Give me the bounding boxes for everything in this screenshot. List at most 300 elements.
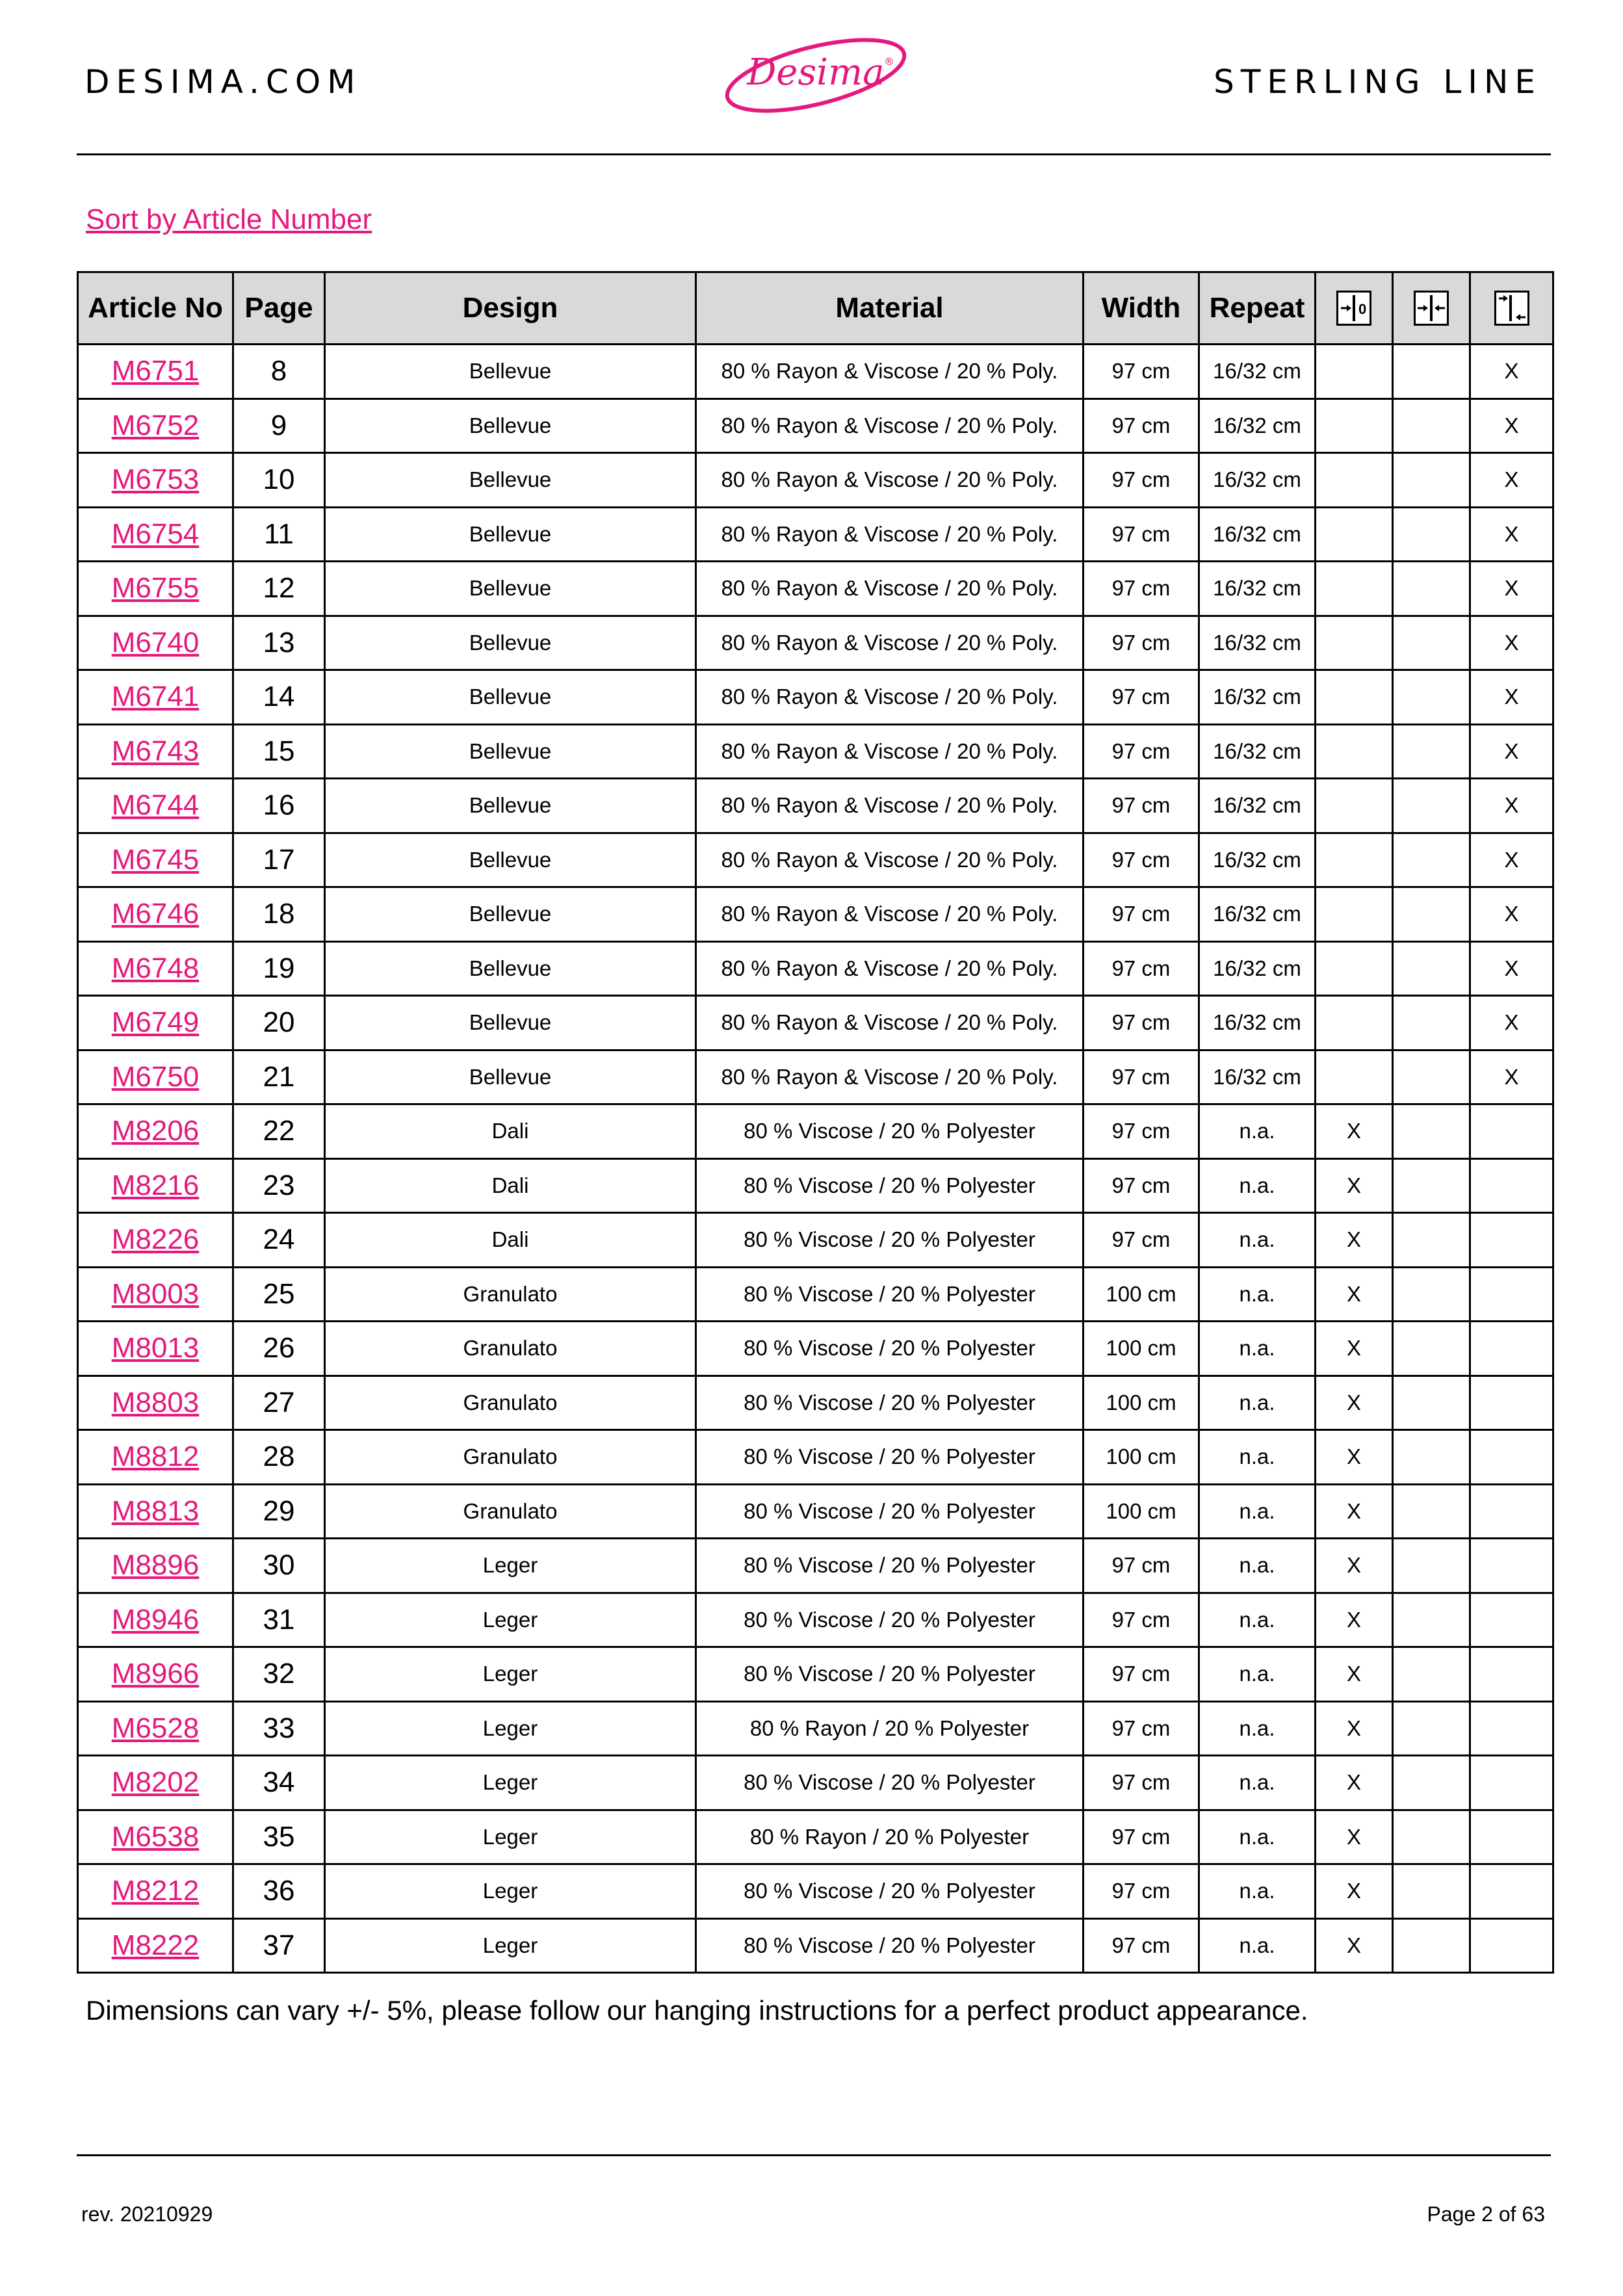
page-cell: 23 — [233, 1158, 325, 1213]
repeat-cell: 16/32 cm — [1199, 507, 1316, 562]
width-cell: 97 cm — [1084, 724, 1199, 779]
hanging-offset-drop-cell — [1470, 1104, 1553, 1159]
article-link[interactable]: M6741 — [111, 681, 200, 713]
hanging-offset-zero-cell: X — [1316, 1810, 1393, 1864]
article-number-cell — [78, 887, 233, 942]
table-row — [78, 779, 1553, 833]
repeat-cell: n.a. — [1199, 1593, 1316, 1647]
page-cell: 25 — [233, 1267, 325, 1322]
hanging-offset-zero-cell: X — [1316, 1376, 1393, 1430]
hanging-offset-zero-cell: X — [1316, 1104, 1393, 1159]
material-cell: 80 % Rayon & Viscose / 20 % Poly. — [696, 670, 1084, 725]
width-cell: 100 cm — [1084, 1322, 1199, 1376]
material-cell: 80 % Rayon & Viscose / 20 % Poly. — [696, 887, 1084, 942]
hanging-offset-zero-cell — [1316, 996, 1393, 1050]
design-cell: Bellevue — [325, 887, 696, 942]
hanging-center-cell — [1393, 1104, 1470, 1159]
repeat-cell: 16/32 cm — [1199, 887, 1316, 942]
material-cell: 80 % Rayon & Viscose / 20 % Poly. — [696, 724, 1084, 779]
material-cell: 80 % Rayon & Viscose / 20 % Poly. — [696, 562, 1084, 616]
hanging-center-cell — [1393, 616, 1470, 670]
design-cell: Bellevue — [325, 398, 696, 453]
hanging-offset-zero-cell — [1316, 833, 1393, 887]
material-cell: 80 % Rayon & Viscose / 20 % Poly. — [696, 996, 1084, 1050]
hanging-offset-drop-cell: X — [1470, 833, 1553, 887]
article-number-cell — [78, 1104, 233, 1159]
article-link[interactable]: M8222 — [111, 1929, 200, 1961]
hanging-offset-zero-cell — [1316, 724, 1393, 779]
page-cell: 37 — [233, 1918, 325, 1973]
logo-registered-mark: ® — [884, 55, 894, 68]
design-cell: Bellevue — [325, 616, 696, 670]
width-cell: 97 cm — [1084, 398, 1199, 453]
repeat-cell: 16/32 cm — [1199, 562, 1316, 616]
repeat-cell: n.a. — [1199, 1810, 1316, 1864]
hanging-offset-zero-cell — [1316, 887, 1393, 942]
width-cell: 97 cm — [1084, 1104, 1199, 1159]
hanging-offset-zero-cell — [1316, 1050, 1393, 1104]
hanging-offset-drop-cell — [1470, 1647, 1553, 1702]
design-cell: Granulato — [325, 1484, 696, 1539]
hanging-center-cell — [1393, 1647, 1470, 1702]
repeat-cell: n.a. — [1199, 1322, 1316, 1376]
design-cell: Leger — [325, 1647, 696, 1702]
repeat-cell: n.a. — [1199, 1267, 1316, 1322]
page-cell: 13 — [233, 616, 325, 670]
hanging-offset-drop-cell: X — [1470, 616, 1553, 670]
page-cell: 14 — [233, 670, 325, 725]
hanging-offset-drop-cell — [1470, 1701, 1553, 1756]
hanging-offset-drop-cell: X — [1470, 1050, 1553, 1104]
article-number-cell — [78, 562, 233, 616]
page-cell: 11 — [233, 507, 325, 562]
article-number-cell — [78, 1701, 233, 1756]
design-cell: Leger — [325, 1918, 696, 1973]
table-row — [78, 507, 1553, 562]
hanging-center-cell — [1393, 1864, 1470, 1919]
article-table — [77, 271, 1554, 1974]
article-link[interactable]: M6740 — [111, 626, 200, 659]
page-cell: 8 — [233, 345, 325, 399]
page-cell: 19 — [233, 941, 325, 996]
hanging-offset-drop-cell: X — [1470, 724, 1553, 779]
material-cell: 80 % Rayon / 20 % Polyester — [696, 1810, 1084, 1864]
table-row — [78, 1430, 1553, 1485]
article-link[interactable]: M6754 — [111, 517, 200, 550]
hanging-center-cell — [1393, 1158, 1470, 1213]
table-header-row — [78, 272, 1553, 345]
repeat-cell: 16/32 cm — [1199, 670, 1316, 725]
hanging-offset-zero-cell: X — [1316, 1593, 1393, 1647]
page-cell: 33 — [233, 1701, 325, 1756]
page-cell: 21 — [233, 1050, 325, 1104]
table-row — [78, 1322, 1553, 1376]
hanging-offset-zero-cell — [1316, 670, 1393, 725]
hanging-offset-drop-cell: X — [1470, 670, 1553, 725]
hanging-center-cell — [1393, 1918, 1470, 1973]
hanging-offset-zero-cell — [1316, 345, 1393, 399]
design-cell: Bellevue — [325, 453, 696, 508]
article-number-cell — [78, 1213, 233, 1268]
article-link[interactable]: M8966 — [111, 1658, 200, 1690]
article-link[interactable]: M8202 — [111, 1766, 200, 1799]
hanging-offset-drop-cell: X — [1470, 345, 1553, 399]
table-row — [78, 1050, 1553, 1104]
width-cell: 97 cm — [1084, 1158, 1199, 1213]
article-link[interactable]: M6743 — [111, 735, 200, 767]
page-cell: 29 — [233, 1484, 325, 1539]
width-cell: 97 cm — [1084, 453, 1199, 508]
hanging-offset-drop-cell — [1470, 1864, 1553, 1919]
table-row — [78, 941, 1553, 996]
page-cell: 22 — [233, 1104, 325, 1159]
article-link[interactable]: M8812 — [111, 1441, 200, 1473]
article-number-cell — [78, 345, 233, 399]
material-cell: 80 % Rayon & Viscose / 20 % Poly. — [696, 779, 1084, 833]
hanging-center-cell — [1393, 1701, 1470, 1756]
hanging-center-cell — [1393, 453, 1470, 508]
hanging-offset-zero-icon — [1336, 291, 1371, 326]
width-cell: 97 cm — [1084, 887, 1199, 942]
hanging-center-cell — [1393, 507, 1470, 562]
article-number-cell — [78, 1647, 233, 1702]
article-number-cell — [78, 670, 233, 725]
width-cell: 97 cm — [1084, 616, 1199, 670]
article-number-cell — [78, 1918, 233, 1973]
page-cell: 10 — [233, 453, 325, 508]
design-cell: Bellevue — [325, 345, 696, 399]
article-link[interactable]: M6528 — [111, 1712, 200, 1744]
width-cell: 97 cm — [1084, 1593, 1199, 1647]
article-number-cell — [78, 833, 233, 887]
article-number-cell — [78, 1810, 233, 1864]
column-header-page: Page — [233, 272, 325, 345]
width-cell: 97 cm — [1084, 1864, 1199, 1919]
hanging-offset-drop-cell: X — [1470, 453, 1553, 508]
article-link[interactable]: M8803 — [111, 1386, 200, 1418]
design-cell: Granulato — [325, 1322, 696, 1376]
site-name: DESIMA.COM — [84, 63, 362, 101]
width-cell: 100 cm — [1084, 1376, 1199, 1430]
material-cell: 80 % Viscose / 20 % Polyester — [696, 1158, 1084, 1213]
width-cell: 97 cm — [1084, 562, 1199, 616]
material-cell: 80 % Rayon & Viscose / 20 % Poly. — [696, 1050, 1084, 1104]
width-cell: 97 cm — [1084, 1756, 1199, 1810]
page-cell: 32 — [233, 1647, 325, 1702]
design-cell: Leger — [325, 1810, 696, 1864]
article-link[interactable]: M6752 — [111, 409, 200, 441]
hanging-offset-zero-cell: X — [1316, 1267, 1393, 1322]
hanging-offset-zero-cell: X — [1316, 1213, 1393, 1268]
article-link[interactable]: M6751 — [111, 355, 200, 387]
design-cell: Dali — [325, 1158, 696, 1213]
width-cell: 97 cm — [1084, 779, 1199, 833]
material-cell: 80 % Rayon & Viscose / 20 % Poly. — [696, 616, 1084, 670]
page-cell: 15 — [233, 724, 325, 779]
article-link[interactable]: M6745 — [111, 843, 200, 876]
width-cell: 97 cm — [1084, 507, 1199, 562]
design-cell: Bellevue — [325, 507, 696, 562]
hanging-center-cell — [1393, 1756, 1470, 1810]
material-cell: 80 % Viscose / 20 % Polyester — [696, 1213, 1084, 1268]
column-header-article-no: Article No — [78, 272, 233, 345]
article-link[interactable]: M6749 — [111, 1006, 200, 1039]
table-row — [78, 1701, 1553, 1756]
repeat-cell: 16/32 cm — [1199, 833, 1316, 887]
hanging-center-cell — [1393, 941, 1470, 996]
footer-divider — [77, 2154, 1551, 2156]
hanging-center-cell — [1393, 398, 1470, 453]
article-link[interactable]: M8896 — [111, 1549, 200, 1582]
article-link[interactable]: M6744 — [111, 789, 200, 822]
column-header-design: Design — [325, 272, 696, 345]
repeat-cell: n.a. — [1199, 1756, 1316, 1810]
hanging-offset-drop-cell: X — [1470, 507, 1553, 562]
table-row — [78, 1158, 1553, 1213]
hanging-offset-zero-cell — [1316, 616, 1393, 670]
page-cell: 17 — [233, 833, 325, 887]
hanging-offset-drop-cell — [1470, 1484, 1553, 1539]
table-row — [78, 616, 1553, 670]
column-header-hanging-offset-zero — [1316, 272, 1393, 345]
article-number-cell — [78, 996, 233, 1050]
article-link[interactable]: M6748 — [111, 952, 200, 984]
sort-by-article-link[interactable]: Sort by Article Number — [86, 203, 372, 235]
table-row — [78, 670, 1553, 725]
hanging-center-cell — [1393, 887, 1470, 942]
article-link[interactable]: M6755 — [111, 572, 200, 605]
article-link[interactable]: M8216 — [111, 1169, 200, 1201]
table-row — [78, 1104, 1553, 1159]
design-cell: Granulato — [325, 1376, 696, 1430]
hanging-offset-zero-cell: X — [1316, 1756, 1393, 1810]
repeat-cell: n.a. — [1199, 1213, 1316, 1268]
article-link[interactable]: M8813 — [111, 1494, 200, 1527]
article-number-cell — [78, 398, 233, 453]
table-row — [78, 1539, 1553, 1593]
hanging-offset-zero-cell: X — [1316, 1539, 1393, 1593]
article-number-cell — [78, 1158, 233, 1213]
repeat-cell: n.a. — [1199, 1376, 1316, 1430]
article-number-cell — [78, 1376, 233, 1430]
article-number-cell — [78, 779, 233, 833]
repeat-cell: n.a. — [1199, 1864, 1316, 1919]
page-cell: 20 — [233, 996, 325, 1050]
design-cell: Bellevue — [325, 1050, 696, 1104]
material-cell: 80 % Rayon & Viscose / 20 % Poly. — [696, 507, 1084, 562]
repeat-cell: 16/32 cm — [1199, 941, 1316, 996]
article-link[interactable]: M8212 — [111, 1875, 200, 1907]
page-cell: 34 — [233, 1756, 325, 1810]
page-cell: 9 — [233, 398, 325, 453]
hanging-offset-drop-cell: X — [1470, 779, 1553, 833]
hanging-offset-zero-cell: X — [1316, 1647, 1393, 1702]
material-cell: 80 % Viscose / 20 % Polyester — [696, 1918, 1084, 1973]
hanging-offset-drop-cell — [1470, 1213, 1553, 1268]
hanging-offset-drop-cell — [1470, 1430, 1553, 1485]
article-link[interactable]: M6750 — [111, 1060, 200, 1093]
material-cell: 80 % Rayon & Viscose / 20 % Poly. — [696, 345, 1084, 399]
hanging-offset-zero-cell: X — [1316, 1701, 1393, 1756]
hanging-center-cell — [1393, 1376, 1470, 1430]
hanging-offset-drop-cell: X — [1470, 941, 1553, 996]
hanging-offset-drop-cell — [1470, 1376, 1553, 1430]
repeat-cell: 16/32 cm — [1199, 779, 1316, 833]
page-cell: 16 — [233, 779, 325, 833]
hanging-center-cell — [1393, 1484, 1470, 1539]
material-cell: 80 % Rayon & Viscose / 20 % Poly. — [696, 941, 1084, 996]
hanging-center-cell — [1393, 996, 1470, 1050]
article-link[interactable]: M8226 — [111, 1223, 200, 1256]
table-row — [78, 1864, 1553, 1919]
logo-text: Desima — [747, 51, 885, 94]
hanging-center-cell — [1393, 724, 1470, 779]
material-cell: 80 % Viscose / 20 % Polyester — [696, 1593, 1084, 1647]
page-cell: 18 — [233, 887, 325, 942]
table-row — [78, 724, 1553, 779]
repeat-cell: n.a. — [1199, 1430, 1316, 1485]
repeat-cell: n.a. — [1199, 1104, 1316, 1159]
column-header-repeat: Repeat — [1199, 272, 1316, 345]
article-number-cell — [78, 507, 233, 562]
hanging-center-cell — [1393, 345, 1470, 399]
hanging-offset-drop-cell — [1470, 1756, 1553, 1810]
table-row — [78, 1213, 1553, 1268]
hanging-offset-drop-cell — [1470, 1810, 1553, 1864]
design-cell: Bellevue — [325, 562, 696, 616]
table-row — [78, 1810, 1553, 1864]
design-cell: Granulato — [325, 1267, 696, 1322]
article-number-cell — [78, 941, 233, 996]
table-row — [78, 1267, 1553, 1322]
table-row — [78, 1647, 1553, 1702]
width-cell: 97 cm — [1084, 1050, 1199, 1104]
table-row — [78, 1756, 1553, 1810]
width-cell: 97 cm — [1084, 1647, 1199, 1702]
material-cell: 80 % Viscose / 20 % Polyester — [696, 1864, 1084, 1919]
repeat-cell: 16/32 cm — [1199, 398, 1316, 453]
repeat-cell: 16/32 cm — [1199, 1050, 1316, 1104]
hanging-center-cell — [1393, 1430, 1470, 1485]
material-cell: 80 % Viscose / 20 % Polyester — [696, 1430, 1084, 1485]
hanging-offset-drop-cell — [1470, 1158, 1553, 1213]
article-link[interactable]: M6746 — [111, 898, 200, 930]
design-cell: Granulato — [325, 1430, 696, 1485]
design-cell: Bellevue — [325, 724, 696, 779]
article-link[interactable]: M8206 — [111, 1115, 200, 1147]
hanging-center-cell — [1393, 1810, 1470, 1864]
hanging-center-cell — [1393, 779, 1470, 833]
article-number-cell — [78, 1050, 233, 1104]
material-cell: 80 % Rayon / 20 % Polyester — [696, 1701, 1084, 1756]
hanging-offset-zero-cell: X — [1316, 1158, 1393, 1213]
material-cell: 80 % Rayon & Viscose / 20 % Poly. — [696, 453, 1084, 508]
design-cell: Bellevue — [325, 833, 696, 887]
article-link[interactable]: M6753 — [111, 463, 200, 496]
article-number-cell — [78, 1593, 233, 1647]
width-cell: 97 cm — [1084, 1539, 1199, 1593]
width-cell: 97 cm — [1084, 345, 1199, 399]
material-cell: 80 % Viscose / 20 % Polyester — [696, 1484, 1084, 1539]
hanging-offset-drop-cell — [1470, 1322, 1553, 1376]
hanging-offset-zero-cell — [1316, 562, 1393, 616]
repeat-cell: n.a. — [1199, 1701, 1316, 1756]
repeat-cell: 16/32 cm — [1199, 996, 1316, 1050]
material-cell: 80 % Viscose / 20 % Polyester — [696, 1756, 1084, 1810]
page-cell: 27 — [233, 1376, 325, 1430]
table-row — [78, 562, 1553, 616]
column-header-material: Material — [696, 272, 1084, 345]
design-cell: Leger — [325, 1864, 696, 1919]
revision-label: rev. 20210929 — [81, 2202, 213, 2226]
repeat-cell: n.a. — [1199, 1484, 1316, 1539]
article-link[interactable]: M6538 — [111, 1820, 200, 1853]
design-cell: Leger — [325, 1701, 696, 1756]
hanging-center-cell — [1393, 670, 1470, 725]
design-cell: Bellevue — [325, 941, 696, 996]
column-header-width: Width — [1084, 272, 1199, 345]
repeat-cell: 16/32 cm — [1199, 724, 1316, 779]
desima-logo — [712, 25, 920, 129]
article-number-cell — [78, 616, 233, 670]
table-row — [78, 1484, 1553, 1539]
hanging-offset-zero-cell: X — [1316, 1484, 1393, 1539]
article-number-cell — [78, 1864, 233, 1919]
dimensions-note: Dimensions can vary +/- 5%, please follow our hanging instructions for a perfect product appearance. — [86, 1995, 1308, 2026]
hanging-offset-drop-cell: X — [1470, 562, 1553, 616]
column-header-hanging-center — [1393, 272, 1470, 345]
material-cell: 80 % Viscose / 20 % Polyester — [696, 1539, 1084, 1593]
design-cell: Leger — [325, 1756, 696, 1810]
table-row — [78, 833, 1553, 887]
hanging-center-arrows-icon — [1414, 291, 1449, 326]
table-row — [78, 1918, 1553, 1973]
repeat-cell: n.a. — [1199, 1918, 1316, 1973]
width-cell: 97 cm — [1084, 1701, 1199, 1756]
article-number-cell — [78, 1267, 233, 1322]
article-link[interactable]: M8013 — [111, 1332, 200, 1364]
page-cell: 12 — [233, 562, 325, 616]
width-cell: 97 cm — [1084, 1918, 1199, 1973]
repeat-cell: n.a. — [1199, 1158, 1316, 1213]
hanging-offset-zero-cell: X — [1316, 1322, 1393, 1376]
table-row — [78, 996, 1553, 1050]
material-cell: 80 % Rayon & Viscose / 20 % Poly. — [696, 833, 1084, 887]
hanging-offset-drop-cell — [1470, 1593, 1553, 1647]
repeat-cell: 16/32 cm — [1199, 616, 1316, 670]
width-cell: 100 cm — [1084, 1267, 1199, 1322]
material-cell: 80 % Viscose / 20 % Polyester — [696, 1376, 1084, 1430]
article-link[interactable]: M8946 — [111, 1603, 200, 1636]
material-cell: 80 % Viscose / 20 % Polyester — [696, 1322, 1084, 1376]
table-row — [78, 887, 1553, 942]
design-cell: Bellevue — [325, 996, 696, 1050]
hanging-center-cell — [1393, 562, 1470, 616]
hanging-center-cell — [1393, 1322, 1470, 1376]
hanging-offset-zero-label: 0 — [1358, 301, 1367, 318]
header-divider — [77, 153, 1551, 155]
page-number: Page 2 of 63 — [1427, 2202, 1545, 2226]
article-link[interactable]: M8003 — [111, 1277, 200, 1310]
page-cell: 24 — [233, 1213, 325, 1268]
page-cell: 35 — [233, 1810, 325, 1864]
hanging-offset-drop-cell: X — [1470, 887, 1553, 942]
hanging-offset-drop-cell: X — [1470, 398, 1553, 453]
hanging-offset-zero-cell: X — [1316, 1864, 1393, 1919]
table-row — [78, 345, 1553, 399]
hanging-offset-zero-cell — [1316, 779, 1393, 833]
article-number-cell — [78, 1322, 233, 1376]
